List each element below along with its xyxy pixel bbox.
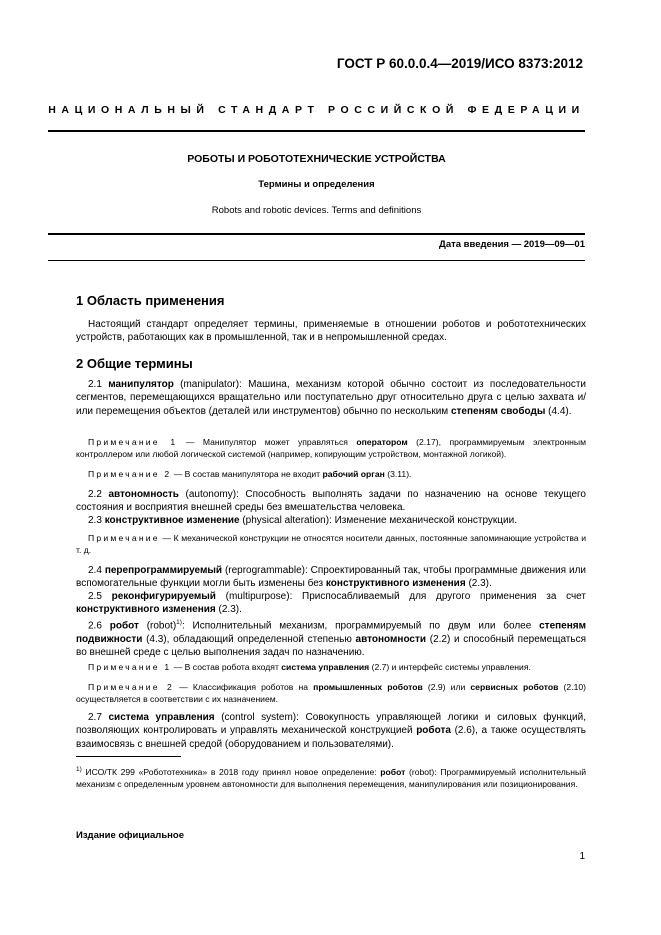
term-definition-end: (4.4). [545, 405, 572, 417]
term-2-5 [76, 590, 586, 617]
term-name: конструктивное изменение [104, 515, 240, 526]
term-name: робот [109, 620, 139, 632]
section-1-heading: 1 Область применения [76, 293, 225, 308]
term-reference: конструктивного изменения [76, 604, 216, 616]
note-term: оператором [356, 437, 408, 447]
official-edition-label: Издание официальное [76, 830, 184, 841]
term-definition-end: (2.2) и способный перемещаться во внешней среде с целью выполнения задач по назначению. [76, 633, 586, 658]
note-2-6-2 [76, 681, 586, 706]
note-label: Примечание 2 [88, 682, 175, 692]
term-definition: (reprogrammable): Спроектированный так, чтобы программные движения или вспомогательные функции могли быть изменены без [76, 565, 586, 590]
section-1-text [76, 318, 586, 345]
footnote-number: 1) [76, 766, 82, 773]
term-number: 2.6 [88, 620, 102, 632]
title-rule [48, 233, 585, 235]
term-definition: (control system): Совокупность управляющей логики и силовых функций, позволяющих контролировать и управлять механической конструкцией [76, 712, 586, 737]
footnote-term: робот [380, 766, 406, 777]
term-reference: степеням свободы [450, 405, 546, 417]
term-reference: робота [416, 725, 451, 737]
note-text-2: (2.9) или [422, 682, 471, 692]
term-definition-end: (2.6), а также осуществлять взаимосвязь с внешней средой (оборудованием и пользователями). [76, 725, 586, 750]
header-rule [48, 130, 585, 132]
term-2-4 [76, 564, 586, 591]
note-text: — Классификация роботов на [174, 682, 314, 692]
footnote-rule [76, 756, 181, 757]
note-2-1-1 [76, 436, 586, 461]
gost-identifier: ГОСТ Р 60.0.0.4—2019/ИСО 8373:2012 [336, 56, 583, 71]
term-definition-end: (2.3). [465, 578, 492, 590]
term-number: 2.2 [88, 489, 102, 500]
term-definition: (multipurpose): Приспосабливаемый для другого применения за счет [215, 591, 586, 602]
note-text-end: (2.10) осуществляется в соответствии с их назначением. [76, 682, 586, 705]
note-term: промышленных роботов [313, 682, 423, 692]
term-reference: конструктивного изменения [325, 578, 466, 590]
national-standard-banner: НАЦИОНАЛЬНЫЙ СТАНДАРТ РОССИЙСКОЙ ФЕДЕРАЦИИ [48, 104, 585, 116]
introduction-date: Дата введения — 2019—09—01 [439, 239, 585, 250]
term-name: реконфигурируемый [111, 591, 216, 602]
note-label: Примечание 1 [88, 662, 172, 672]
note-text-end: (3.11). [384, 469, 412, 479]
term-definition-cont2: (4.3), обладающий определенной степенью [142, 633, 356, 645]
term-number: 2.3 [88, 515, 102, 526]
term-definition: (autonomy): Способность выполнять задачи по назначению на основе текущего состояния и восприятия внешней среды без вмешательства человека. [76, 489, 586, 514]
term-2-1 [76, 378, 586, 418]
footnote [76, 764, 586, 790]
note-text: — Манипулятор может управляться [177, 437, 357, 447]
section-1-paragraph: Настоящий стандарт определяет термины, применяемые в отношении роботов и робототехнических устройств, работающих как в промышленной, так и в непромышленной средах. [76, 319, 586, 344]
note-term: рабочий орган [322, 469, 385, 479]
term-name: система управления [108, 712, 215, 723]
note-2-3 [76, 532, 586, 557]
term-definition-end: (2.3). [215, 604, 242, 616]
note-term-2: сервисных роботов [470, 682, 559, 692]
term-2-3 [76, 514, 586, 527]
document-subtitle: Термины и определения [258, 179, 375, 190]
term-number: 2.4 [88, 565, 102, 576]
note-text-end: (2.7) и интерфейс системы управления. [369, 662, 531, 672]
document-title-english: Robots and robotic devices. Terms and definitions [211, 205, 422, 216]
term-reference-2: автономности [355, 633, 427, 645]
term-2-6 [76, 616, 586, 659]
term-name: перепрограммируемый [104, 565, 223, 576]
term-name: автономность [108, 489, 179, 500]
term-definition: (robot) [138, 620, 177, 632]
note-2-1-2 [76, 468, 586, 480]
note-label: Примечание [88, 533, 160, 543]
term-number: 2.1 [88, 379, 102, 390]
term-definition-cont: : Исполнительный механизм, программируемый по двум или более [181, 620, 540, 632]
term-2-7 [76, 711, 586, 751]
note-text: — К механической конструкции не относятся носители данных, постоянные запоминающие устройства и т. д. [76, 533, 586, 556]
note-2-6-1 [76, 661, 586, 673]
note-text: — В состав манипулятора не входит [171, 469, 323, 479]
note-text-end: (2.17), программируемым электронным контроллером или любой логической системой (например, копирующим устройством, монтажной логикой). [76, 437, 587, 460]
footnote-text-end: (robot): Программируемый исполнительный механизм с определенным уровнем автономности для выполнения перемещения, манипулирования или позиционирования. [76, 766, 587, 790]
term-number: 2.5 [88, 591, 102, 602]
note-term: система управления [281, 662, 370, 672]
note-label: Примечание 1 [88, 437, 178, 447]
term-name: манипулятор [108, 379, 174, 390]
term-definition: (physical alteration): Изменение механической конструкции. [239, 515, 517, 526]
section-2-heading: 2 Общие термины [76, 356, 193, 371]
footnote-text: ИСО/ТК 299 «Робототехника» в 2018 году принял новое определение: [81, 766, 381, 777]
footnote-mark: 1) [176, 619, 182, 626]
term-reference: степеням подвижности [76, 620, 587, 645]
term-number: 2.7 [88, 712, 102, 723]
note-label: Примечание 2 [88, 469, 172, 479]
term-2-2 [76, 488, 586, 515]
page-number: 1 [579, 851, 585, 862]
date-rule [48, 260, 585, 261]
note-text: — В состав робота входят [171, 662, 282, 672]
term-definition: (manipulator): Машина, механизм которой обычно состоит из последовательности сегментов, перемещающихся вращательно или поступательно друг относительно друга с целью захвата и/или перемещения объектов (деталей или инструментов) обычно по нескольким [76, 379, 587, 417]
document-title: РОБОТЫ И РОБОТОТЕХНИЧЕСКИЕ УСТРОЙСТВА [187, 153, 446, 165]
